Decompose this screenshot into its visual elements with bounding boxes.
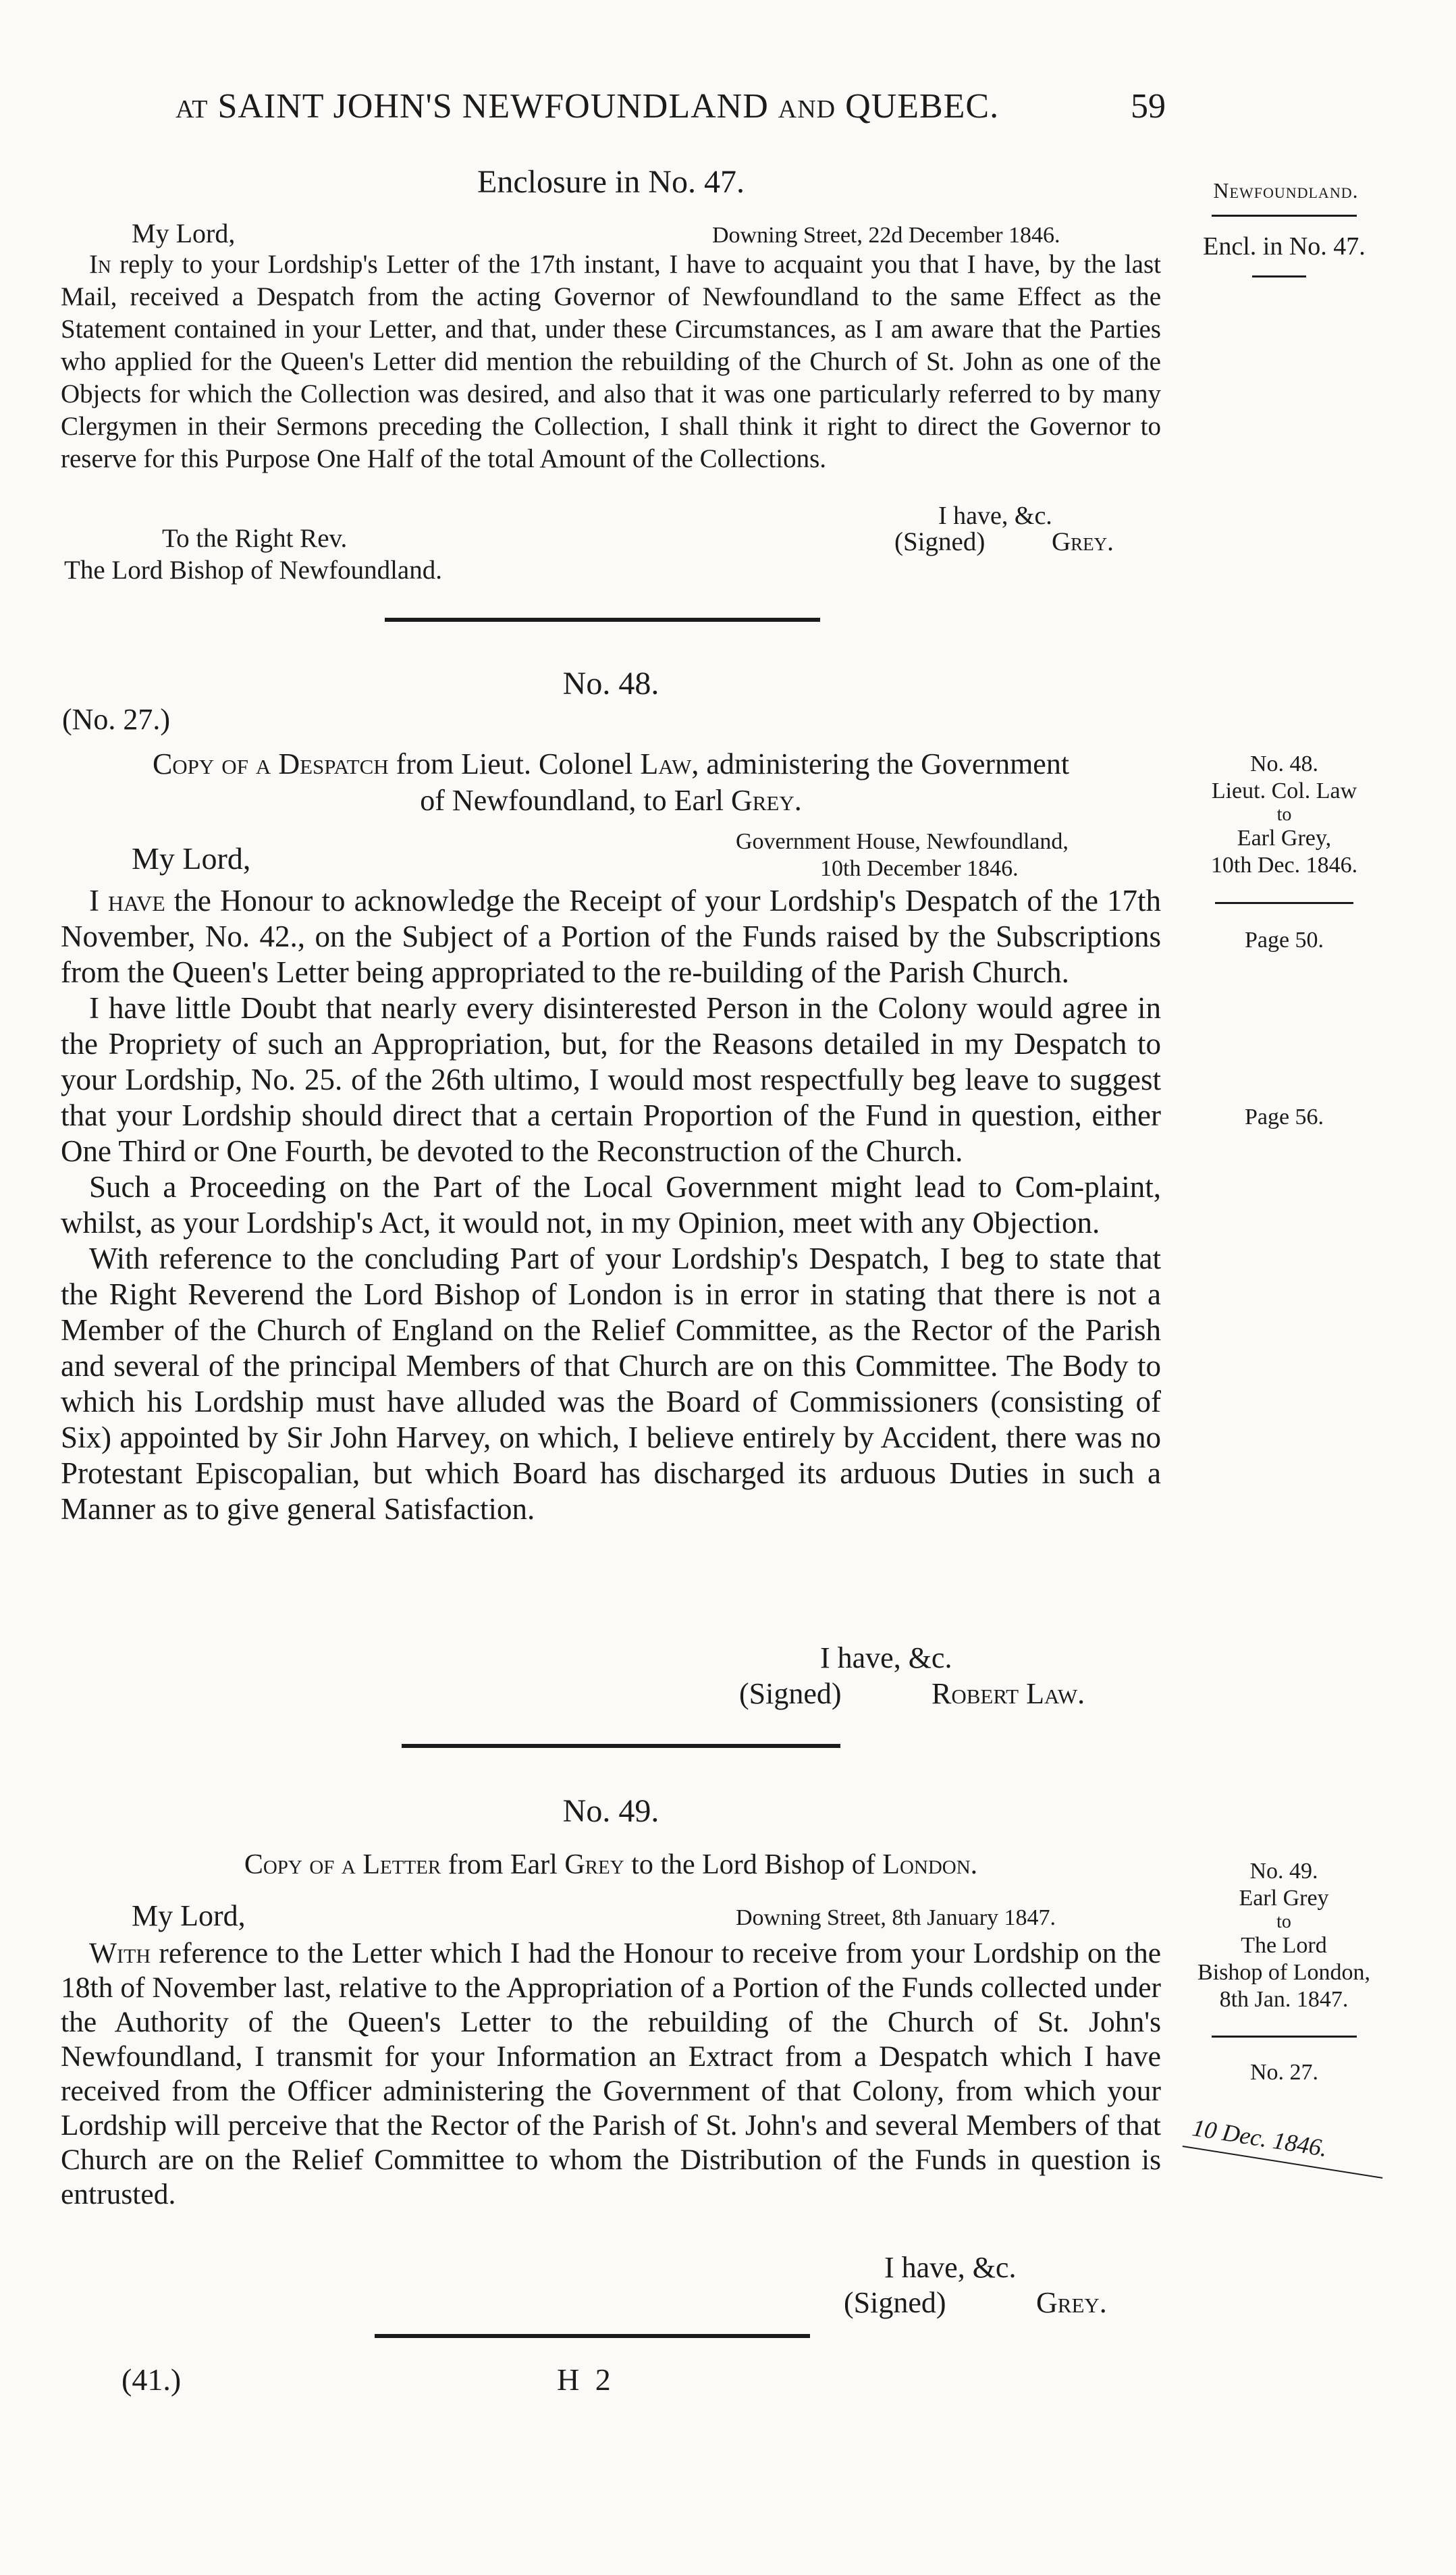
enclosure-address2: The Lord Bishop of Newfoundland. xyxy=(64,556,442,585)
enclosure-salutation: My Lord, xyxy=(132,218,236,248)
sidebar-rule xyxy=(1212,215,1357,217)
no48-signer: Robert Law. xyxy=(932,1677,1085,1710)
sidebar49-line1: No. 49. xyxy=(1249,1859,1318,1884)
sidebar-section-title: Newfoundland. xyxy=(1213,178,1359,203)
sidebar-encl: Encl. in No. 47. xyxy=(1203,232,1366,261)
sidebar-rule-short xyxy=(1252,275,1306,277)
enclosure-opening: In xyxy=(89,250,111,279)
enclosure-dateline: Downing Street, 22d December 1846. xyxy=(712,223,1060,248)
no49-signed: (Signed) xyxy=(844,2286,946,2319)
handwritten-annotation: 10 Dec. 1846. xyxy=(1190,2113,1330,2162)
no49-heading-grey: Grey xyxy=(564,1849,624,1880)
enclosure-signer: Grey. xyxy=(1052,527,1114,556)
no48-para1: the Honour to acknowledge the Receipt of your Lordship's Despatch of the 17th November, No. 42., on the Subject of a Portion of the Funds raised by the Subscriptions from the Queen's Letter being appropriated to the re-building of the Parish Church. xyxy=(61,884,1161,989)
enclosure-body xyxy=(61,248,1161,475)
running-head-prefix: AT xyxy=(176,95,209,124)
no48-heading xyxy=(61,746,1161,819)
no48-heading-grey: Grey xyxy=(730,784,794,817)
enclosure-address1: To the Right Rev. xyxy=(162,524,348,553)
no48-para3: Such a Proceeding on the Part of the Local Government might lead to Com-plaint, whilst, as your Lordship's Act, it would not, in my Opinion, meet with any Objection. xyxy=(61,1170,1161,1240)
sidebar48-line3: to xyxy=(1276,804,1292,825)
sidebar48-page-ref1: Page 50. xyxy=(1244,928,1324,953)
sidebar49-line5: Bishop of London, xyxy=(1197,1960,1370,1985)
no49-dateline: Downing Street, 8th January 1847. xyxy=(736,1905,1056,1930)
no48-heading-mid: from Lieut. Colonel xyxy=(396,747,633,780)
no48-para4: With reference to the concluding Part of your Lordship's Despatch, I beg to state that the Right Reverend the Lord Bishop of London is in error in stating that there is not a Member of the Church of England on the Relief Committee, as the Rector of the Parish and several of the principal Members of that Church are on this Committee. The Body to which his Lordship must have alluded was the Board of Commissioners (consisting of Six) appointed by Sir John Harvey, on which, I believe entirely by Accident, there was no Protestant Episcopalian, but which Board has discharged its arduous Duties in such a Manner as to give general Satisfaction. xyxy=(61,1242,1161,1526)
enclosure-title: Enclosure in No. 47. xyxy=(477,164,745,200)
no48-heading-copy: Copy of a xyxy=(152,747,271,780)
no48-heading-rest: , administering the Government xyxy=(691,747,1070,780)
page-number: 59 xyxy=(1131,87,1166,126)
sidebar48-rule xyxy=(1215,902,1353,904)
sidebar48-line1: No. 48. xyxy=(1249,751,1319,776)
sidebar49-line2: Earl Grey xyxy=(1239,1886,1329,1911)
no48-opening: I have xyxy=(89,884,165,918)
section-divider xyxy=(402,1744,840,1748)
no48-dateline1: Government House, Newfoundland, xyxy=(736,829,1069,854)
footer-signature: H 2 xyxy=(557,2362,615,2397)
no48-heading-law: Law xyxy=(640,747,692,780)
no49-heading-mid: from Earl xyxy=(448,1849,558,1880)
no48-closing: I have, &c. xyxy=(820,1641,952,1674)
no49-heading-rest: to the Lord Bishop of xyxy=(631,1849,875,1880)
sidebar48-line5: 10th Dec. 1846. xyxy=(1210,853,1358,878)
sidebar49-line4: The Lord xyxy=(1241,1933,1327,1958)
no48-heading-despatch: Despatch xyxy=(278,747,389,780)
sidebar48-page-ref2: Page 56. xyxy=(1244,1105,1324,1130)
no48-heading-line2: of Newfoundland, to Earl xyxy=(420,784,724,817)
no48-dateline2: 10th December 1846. xyxy=(820,856,1019,881)
no49-salutation: My Lord, xyxy=(132,1899,246,1932)
running-head xyxy=(176,86,1134,126)
no48-para2: I have little Doubt that nearly every disinterested Person in the Colony would agree in the Propriety of such an Appropriation, but, for the Reasons detailed in my Despatch to your Lordship, No. 25. of the 26th ultimo, I would most respectfully beg leave to suggest that your Lordship should direct that a certain Proportion of the Fund in question, either One Third or One Fourth, be devoted to the Reconstruction of the Church. xyxy=(61,991,1161,1168)
no48-body xyxy=(61,883,1161,1527)
sidebar48-line4: Earl Grey, xyxy=(1237,826,1332,851)
no48-salutation: My Lord, xyxy=(132,841,251,876)
no49-heading-end: . xyxy=(970,1849,978,1880)
no49-opening: With xyxy=(89,1937,151,1969)
section-divider xyxy=(375,2334,810,2338)
enclosure-text: reply to your Lordship's Letter of the 17th instant, I have to acquaint you that I have, by the last Mail, received a Despatch from the acting Governor of Newfoundland to the same Effect as the Statement contained in your Letter, and that, under these Circumstances, as I am aware that the Parties who applied for the Queen's Letter did mention the rebuilding of the Church of St. John as one of the Objects for which the Collection was desired, and also that it was one particularly referred to by many Clergymen in their Sermons preceding the Collection, I shall think it right to direct the Governor to reserve for this Purpose One Half of the total Amount of the Collections. xyxy=(61,250,1162,473)
running-head-conj: AND xyxy=(778,95,836,124)
sidebar49 xyxy=(1162,1858,1405,2013)
no49-heading xyxy=(61,1849,1161,1881)
footer-number: (41.) xyxy=(122,2362,182,2397)
enclosure-closing: I have, &c. xyxy=(938,502,1052,530)
section-divider xyxy=(385,618,820,622)
no48-title: No. 48. xyxy=(562,666,659,701)
no49-signer: Grey. xyxy=(1036,2286,1107,2319)
no48-heading-end: . xyxy=(794,784,802,817)
no48-ref: (No. 27.) xyxy=(62,703,171,736)
running-head-place2: QUEBEC. xyxy=(845,87,1000,126)
no49-heading-copy: Copy of a xyxy=(244,1849,356,1880)
no48-signed: (Signed) xyxy=(739,1677,842,1710)
sidebar49-line6: 8th Jan. 1847. xyxy=(1219,1987,1349,2012)
sidebar49-rule xyxy=(1212,2036,1357,2038)
sidebar48-line2: Lieut. Col. Law xyxy=(1211,778,1357,803)
enclosure-signed: (Signed) xyxy=(894,527,986,556)
no49-text: reference to the Letter which I had the Honour to receive from your Lordship on the 18th of November last, relative to the Appropriation of a Portion of the Funds collected under the Authority of the Queen's Letter to the rebuilding of the Church of St. John's Newfoundland, I transmit for your Information an Extract from a Despatch which I have received from the Officer administering the Government of that Colony, from which your Lordship will perceive that the Rector of the Parish of St. John's and several Members of that Church are on the Relief Committee to whom the Distribution of the Funds in question is entrusted. xyxy=(61,1937,1162,2210)
running-head-place1: SAINT JOHN'S NEWFOUNDLAND xyxy=(217,87,769,126)
no49-title: No. 49. xyxy=(562,1793,659,1829)
no49-closing: I have, &c. xyxy=(884,2251,1017,2284)
sidebar49-ref: No. 27. xyxy=(1249,2060,1319,2085)
no49-heading-letter: Letter xyxy=(362,1849,441,1880)
no49-heading-london: London xyxy=(882,1849,971,1880)
sidebar48 xyxy=(1171,751,1397,879)
no49-body xyxy=(61,1936,1161,2212)
sidebar49-line3: to xyxy=(1276,1911,1291,1932)
